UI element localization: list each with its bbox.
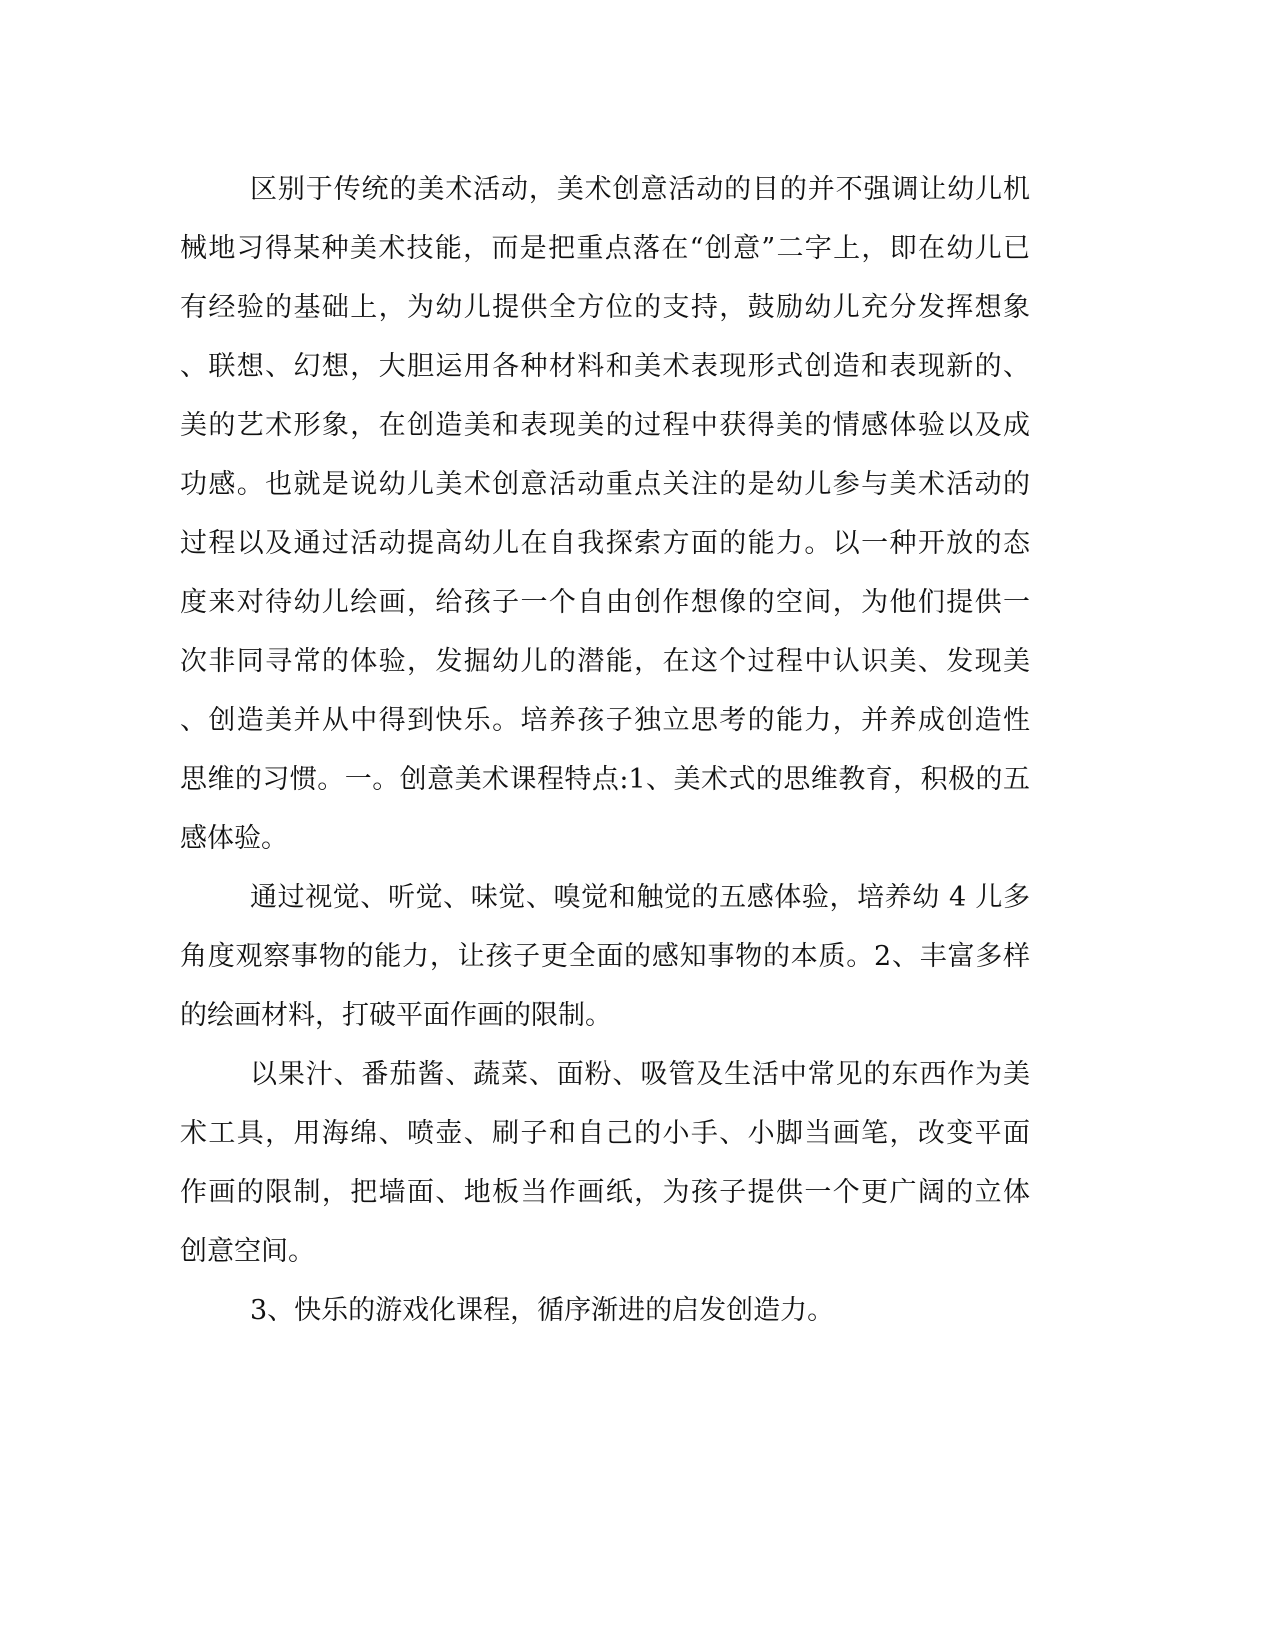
text-line: 过程以及通过活动提高幼儿在自我探索方面的能力。以一种开放的态 (180, 528, 1030, 559)
text-line: 思维的习惯。一。创意美术课程特点:1、美术式的思维教育，积极的五 (180, 764, 1030, 795)
text-line: 度来对待幼儿绘画，给孩子一个自由创作想像的空间，为他们提供一 (180, 587, 1030, 618)
text-line: 、联想、幻想，大胆运用各种材料和美术表现形式创造和表现新的、 (180, 351, 1030, 382)
text-line: 3、快乐的游戏化课程，循序渐进的启发创造力。 (250, 1295, 835, 1326)
text-line: 械地习得某种美术技能，而是把重点落在“创意”二字上，即在幼儿已 (180, 233, 1030, 264)
text-line: 术工具，用海绵、喷壶、刷子和自己的小手、小脚当画笔，改变平面 (180, 1118, 1030, 1149)
text-line: 的绘画材料，打破平面作画的限制。 (180, 1000, 612, 1031)
text-line: 感体验。 (180, 823, 288, 854)
text-line: 区别于传统的美术活动，美术创意活动的目的并不强调让幼儿机 (250, 174, 1030, 205)
text-line: 有经验的基础上，为幼儿提供全方位的支持，鼓励幼儿充分发挥想象 (180, 292, 1030, 323)
text-line: 角度观察事物的能力，让孩子更全面的感知事物的本质。2、丰富多样 (180, 941, 1030, 972)
text-line: 创意空间。 (180, 1236, 315, 1267)
paragraph-1 (180, 160, 1030, 868)
paragraph-3 (180, 1045, 1030, 1281)
text-line: 以果汁、番茄酱、蔬菜、面粉、吸管及生活中常见的东西作为美 (250, 1059, 1030, 1090)
text-line: 次非同寻常的体验，发掘幼儿的潜能，在这个过程中认识美、发现美 (180, 646, 1030, 677)
paragraph-4 (180, 1281, 1030, 1340)
text-line: 通过视觉、听觉、味觉、嗅觉和触觉的五感体验，培养幼 4 儿多 (250, 882, 1030, 913)
text-line: 、创造美并从中得到快乐。培养孩子独立思考的能力，并养成创造性 (180, 705, 1030, 736)
document-body (180, 160, 1030, 1340)
text-line: 美的艺术形象，在创造美和表现美的过程中获得美的情感体验以及成 (180, 410, 1030, 441)
text-line: 作画的限制，把墙面、地板当作画纸，为孩子提供一个更广阔的立体 (180, 1177, 1030, 1208)
paragraph-2 (180, 868, 1030, 1045)
text-line: 功感。也就是说幼儿美术创意活动重点关注的是幼儿参与美术活动的 (180, 469, 1030, 500)
